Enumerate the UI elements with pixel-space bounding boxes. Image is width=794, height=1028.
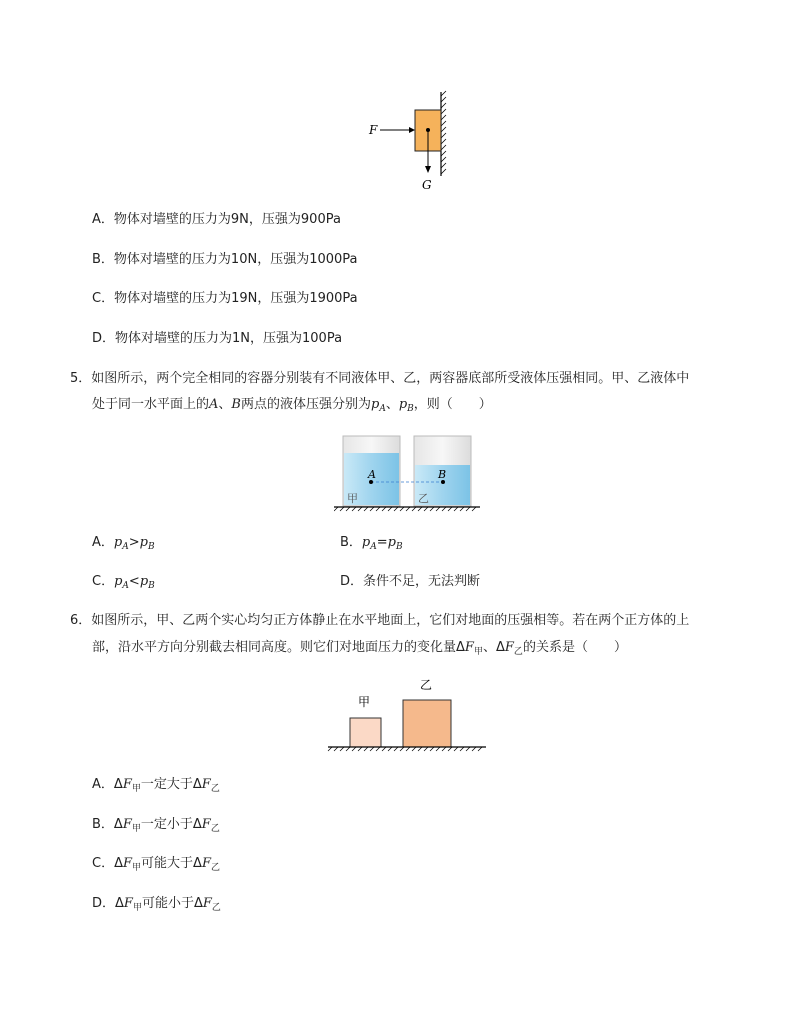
cube-jia-label: 甲 (358, 695, 371, 709)
q5-stem-line2: 处于同一水平面上的A、B两点的液体压强分别为$p_A$、$p_B$，则（ ） (92, 397, 492, 414)
cube-yi-label: 乙 (420, 678, 433, 692)
q6-option-d: D．$\Delta F_甲$可能小于$\Delta F_乙$ (92, 896, 221, 913)
q5-option-a: A．$p_A>p_B$ (92, 535, 155, 552)
q4-option-b: B．物体对墙壁的压力为10N，压强为1000Pa (92, 252, 358, 267)
container-jia-label: 甲 (347, 492, 358, 505)
q6-number: 6． (70, 613, 92, 628)
q6-option-b: B．$\Delta F_甲$一定小于$\Delta F_乙$ (92, 817, 220, 834)
q6-stem-line2: 部，沿水平方向分别截去相同高度。则它们对地面压力的变化量$\Delta F_甲$、$\Delta F_乙$的关系是（ ） (92, 640, 627, 657)
containers-figure (334, 432, 480, 514)
q4-option-d: D．物体对墙壁的压力为1N，压强为100Pa (92, 331, 343, 346)
cube-yi (403, 700, 451, 747)
cube-jia (350, 718, 381, 747)
wall-hatching (441, 91, 446, 174)
q5-number: 5． (70, 371, 92, 386)
gravity-label: G (422, 178, 432, 192)
block-wall-figure (360, 88, 460, 196)
q4-option-a: A．物体对墙壁的压力为9N，压强为900Pa (92, 212, 341, 227)
force-label: F (369, 123, 378, 137)
point-a-label: A (368, 468, 376, 481)
q5-stem-line1: 5．如图所示，两个完全相同的容器分别装有不同液体甲、乙，两容器底部所受液体压强相同。甲、乙液体中 (70, 371, 690, 386)
cubes-figure (326, 674, 488, 756)
q5-option-b: B．$p_A=p_B$ (340, 535, 403, 552)
q4-option-c: C．物体对墙壁的压力为19N，压强为1900Pa (92, 291, 358, 306)
q5-option-c: C．$p_A<p_B$ (92, 574, 155, 591)
q6-stem-line1: 6．如图所示，甲、乙两个实心均匀正方体静止在水平地面上，它们对地面的压强相等。若在两个正方体的上 (70, 613, 690, 628)
container-yi-label: 乙 (418, 492, 429, 505)
q6-option-a: A．$\Delta F_甲$一定大于$\Delta F_乙$ (92, 777, 220, 794)
point-b-label: B (438, 468, 447, 481)
q6-option-c: C．$\Delta F_甲$可能大于$\Delta F_乙$ (92, 856, 220, 873)
q5-option-d: D．条件不足，无法判断 (340, 574, 481, 589)
